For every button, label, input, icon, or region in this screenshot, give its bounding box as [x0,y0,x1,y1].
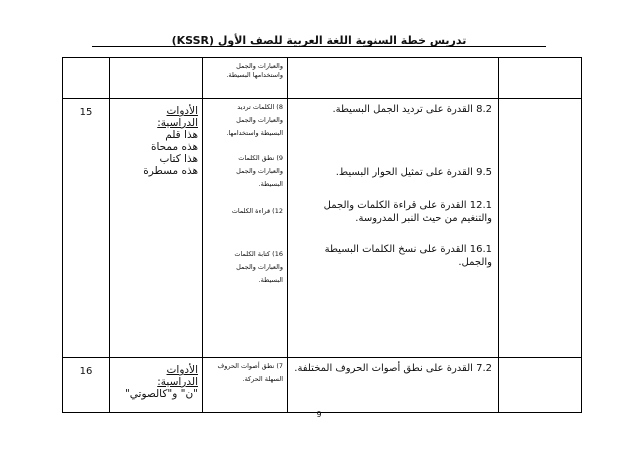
content-line: 9) نطق الكلمات [238,154,283,162]
document-title: (KSSR) تدريس خطة السنوية اللغة العربية للصف الأول [171,34,467,47]
content-line: السهلة الحركة. [242,375,283,383]
topic-line: هذه مسطرة [143,165,198,177]
content-line: 12) قراءة الكلمات [231,207,283,215]
standard-item: 9.5 القدرة على تمثيل الحوار البسيط. [335,167,492,178]
topic-cell [110,99,203,358]
topic-subheading: الدراسية: [157,376,198,388]
content-line: واستخدامها البسيطة. [226,71,283,79]
content-cell [203,99,288,358]
topic-cell [110,358,203,413]
content-line: والعبارات والجمل [236,62,283,70]
content-line: البسيطة. [258,276,283,284]
week-cell [63,58,110,99]
standards-cell [288,58,499,99]
topic-heading: الأدوات [166,364,198,376]
topic-cell [110,58,203,99]
content-cell [203,358,288,413]
table-row [63,58,582,99]
standard-item: 12.1 القدرة على قراءة الكلمات والجمل والتنغيم من حيث النبر المدروسة. [323,200,492,224]
notes-cell [499,358,582,413]
content-line: والعبارات والجمل [236,167,283,175]
notes-cell [499,99,582,358]
standard-item: 8.2 القدرة على ترديد الجمل البسيطة. [332,104,492,115]
content-line: 7) نطق أصوات الحروف [217,362,283,370]
content-line: البسيطة. [258,180,283,188]
content-line: 8) الكلمات ترديد [237,103,283,111]
topic-line: هذه ممحاة [150,141,198,153]
notes-cell [499,58,582,99]
content-line: البسيطة واستخدامها. [226,129,283,137]
title-underline [92,46,546,47]
standards-cell [288,358,499,413]
table-row [63,358,582,413]
standard-item: 16.1 القدرة على نسخ الكلمات البسيطة والجمل. [324,244,492,268]
topic-heading: الأدوات [166,105,198,117]
page-number: 9 [316,410,322,419]
week-cell: 16 [63,358,110,413]
week-cell: 15 [63,99,110,358]
topic-line: هذا كتاب [159,153,198,165]
lesson-plan-table [62,57,582,413]
topic-subheading: الدراسية: [157,117,198,129]
content-line: 16) كتابة الكلمات [234,250,283,258]
table-row [63,99,582,358]
content-line: والعبارات والجمل [236,116,283,124]
content-line: والعبارات والجمل [236,263,283,271]
topic-line: "ن" و"كالصوتي" [124,388,198,400]
topic-line: هذا قلم [165,129,198,141]
standards-cell [288,99,499,358]
standard-item: 7.2 القدرة على نطق أصوات الحروف المختلفة. [294,363,492,374]
content-cell [203,58,288,99]
